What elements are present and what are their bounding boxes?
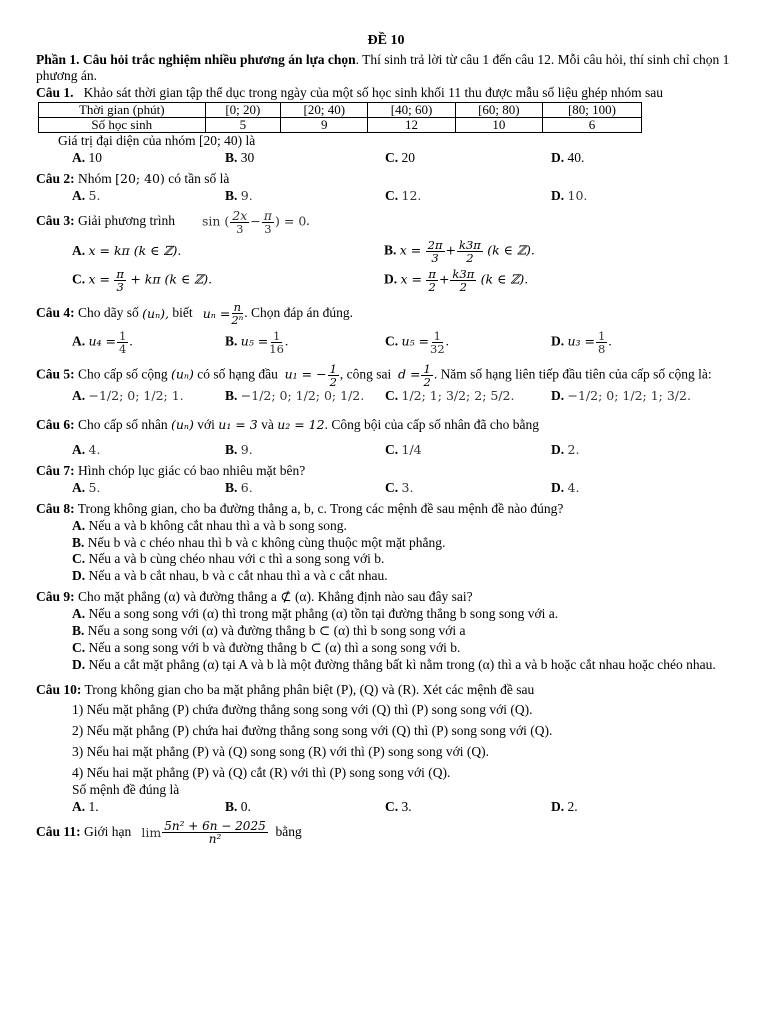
question-8: Câu 8: Trong không gian, cho ba đường thẳng a, b, c. Trong các mệnh đề sau mệnh đề nào đúng? <box>36 500 564 516</box>
q7-options <box>36 480 736 497</box>
table-cell: Số học sinh <box>39 118 206 133</box>
q3-options-row2 <box>36 268 736 293</box>
q1-options <box>36 150 736 167</box>
table-cell: [20; 40) <box>281 103 368 118</box>
q2-interval: [20; 40) <box>115 170 165 186</box>
option-a[interactable]: A. Nếu a và b không cắt nhau thì a và b song song. <box>72 517 347 533</box>
option-d[interactable]: D. 2. <box>551 798 578 814</box>
option-c[interactable]: C. u₅ = $\frac{1}{32}$ . <box>385 329 450 357</box>
q3-options-row1 <box>36 239 736 264</box>
option-a[interactable]: A. 1. <box>72 798 99 814</box>
option-d[interactable]: D. −1/2; 0; 1/2; 1; 3/2. <box>551 388 691 404</box>
table-cell: 9 <box>281 118 368 133</box>
option-c[interactable]: C. Nếu a và b cùng chéo nhau với c thì a song song với b. <box>72 551 385 567</box>
question-3: Câu 3: Giải phương trình sin ( $\frac{2x}{3}$ − $\frac{\pi}{3}$ ) = 0 . <box>36 207 310 236</box>
table-cell: 12 <box>368 118 455 133</box>
table-cell: Thời gian (phút) <box>39 103 206 118</box>
option-b[interactable]: B. x = $\frac{2\pi}{3}$ + $\frac{k3\pi}{2}$ (k ∈ ℤ). <box>384 237 535 265</box>
q10-options <box>36 799 736 816</box>
q1-text: Khảo sát thời gian tập thể dục trong ngày của một số học sinh khối 11 thu được mẫu số liệu ghép nhóm sau <box>83 85 664 101</box>
option-b[interactable]: B. Nếu a song song với (α) và đường thẳng b ⊂ (α) thì b song song với a <box>72 622 466 638</box>
option-a[interactable]: A. u₄ = $\frac{1}{4}$ . <box>72 329 133 357</box>
option-b[interactable]: B. Nếu b và c chéo nhau thì b và c không cùng thuộc một mặt phẳng. <box>72 534 446 550</box>
q2-options <box>36 188 736 205</box>
table-row <box>39 118 642 133</box>
option-b[interactable]: B. u₅ = $\frac{1}{16}$ . <box>225 329 289 357</box>
option-d[interactable]: D. u₃ = $\frac{1}{8}$ . <box>551 329 612 357</box>
option-a[interactable]: A. x = kπ (k ∈ ℤ). <box>72 242 182 258</box>
option-a[interactable]: A. 10 <box>72 150 102 165</box>
table-cell: 10 <box>455 118 542 133</box>
question-9: Câu 9: Cho mặt phẳng (α) và đường thẳng a ⊄ (α). Khẳng định nào sau đây sai? <box>36 589 473 605</box>
option-c[interactable]: C. Nếu a song song với b và đường thẳng b ⊂ (α) thì a song song với b. <box>72 639 461 655</box>
option-b[interactable]: B. 30 <box>225 150 255 165</box>
option-c[interactable]: C. 3. <box>385 798 412 814</box>
question-1 <box>36 85 736 102</box>
option-b[interactable]: B. 6. <box>225 479 253 495</box>
q5-options <box>36 388 736 405</box>
table-row <box>39 103 642 118</box>
q4-options <box>36 330 736 355</box>
exam-title: ĐỀ 10 <box>367 33 405 48</box>
statement-1: 1) Nếu mặt phẳng (P) chứa đường thẳng song song với (Q) thì (P) song song với (Q). <box>72 702 533 718</box>
question-11: Câu 11: Giới hạn lim $\frac{\text{5n² + 6n − 2025}}{\text{n²}}$ bằng <box>36 818 302 847</box>
question-2: Câu 2: Nhóm [20; 40) có tần số là <box>36 170 230 186</box>
option-c[interactable]: C. 20 <box>385 150 415 165</box>
option-d[interactable]: D. x = $\frac{\pi}{2}$ + $\frac{k3\pi}{2}$ (k ∈ ℤ). <box>384 266 529 294</box>
option-d[interactable]: D. 10. <box>551 187 588 203</box>
q10-count: Số mệnh đề đúng là <box>72 781 180 797</box>
table-cell: [80; 100) <box>542 103 641 118</box>
statement-3: 3) Nếu hai mặt phẳng (P) và (Q) song song (R) với thì (P) song song với (Q). <box>72 744 489 760</box>
table-cell: [0; 20) <box>205 103 281 118</box>
q3-equation: sin ( $\frac{2x}{3}$ − $\frac{\pi}{3}$ ) = 0 <box>201 207 307 236</box>
table-cell: [60; 80) <box>455 103 542 118</box>
q1-label: Câu 1. <box>36 85 74 101</box>
option-a[interactable]: A. 5. <box>72 479 101 495</box>
option-c[interactable]: C. 1/2; 1; 3/2; 2; 5/2. <box>385 388 515 404</box>
table-cell: [40; 60) <box>368 103 455 118</box>
option-d[interactable]: D. 40. <box>551 150 585 165</box>
table-cell: 6 <box>542 118 641 133</box>
option-c[interactable]: C. 1/4 <box>385 442 422 458</box>
option-c[interactable]: C. 12. <box>385 187 422 203</box>
question-7: Câu 7: Hình chóp lục giác có bao nhiêu mặt bên? <box>36 463 306 479</box>
q1-frequency-table <box>38 102 642 133</box>
part1-heading: Phần 1. Câu hỏi trắc nghiệm nhiều phương án lựa chọn <box>36 51 356 67</box>
option-d[interactable]: D. Nếu a và b cắt nhau, b và c cắt nhau thì a và c cắt nhau. <box>72 568 388 584</box>
option-b[interactable]: B. −1/2; 0; 1/2; 0; 1/2. <box>225 388 365 404</box>
option-b[interactable]: B. 9. <box>225 442 253 458</box>
question-5: Câu 5: Cho cấp số cộng (uₙ) có số hạng đầu u₁ = − $\frac{1}{2}$ , công sai d = $\frac{1}{2}$ . Năm số hạng liên tiếp đầu tiên của cấp số cộng là: <box>36 362 712 390</box>
table-cell: 5 <box>205 118 281 133</box>
q6-options <box>36 442 736 459</box>
statement-2: 2) Nếu mặt phẳng (P) chứa hai đường thẳng song song với (Q) thì (P) song song với (Q). <box>72 723 553 739</box>
option-a[interactable]: A. Nếu a song song với (α) thì trong mặt phẳng (α) tồn tại đường thẳng b song song với a. <box>72 606 559 622</box>
option-a[interactable]: A. 4. <box>72 442 101 458</box>
part1-instructions: . Thí sinh trả lời từ câu 1 đến câu 12. Mỗi câu hỏi, thí sinh chỉ chọn 1 phương án. <box>36 51 730 84</box>
option-d[interactable]: D. 2. <box>551 442 580 458</box>
part1-header <box>36 52 736 86</box>
option-c[interactable]: C. 3. <box>385 479 414 495</box>
exam-page <box>36 32 736 846</box>
statement-4: 4) Nếu hai mặt phẳng (P) và (Q) cắt (R) với thì (P) song song với (Q). <box>72 765 451 781</box>
option-c[interactable]: C. x = $\frac{\pi}{3}$ + kπ (k ∈ ℤ). <box>72 266 213 294</box>
question-4: Câu 4: Cho dãy số (uₙ), biết uₙ = $\frac{n}{\text{2ⁿ}}$ . Chọn đáp án đúng. <box>36 300 354 328</box>
option-b[interactable]: B. 0. <box>225 798 251 814</box>
option-b[interactable]: B. 9. <box>225 187 253 203</box>
option-d[interactable]: D. 4. <box>551 479 580 495</box>
option-a[interactable]: A. 5. <box>72 187 101 203</box>
option-d[interactable]: D. Nếu a cắt mặt phẳng (α) tại A và b là một đường thẳng bất kì nằm trong (α) thì a và b hoặc cắt nhau hoặc chéo nhau. <box>72 656 716 672</box>
question-10: Câu 10: Trong không gian cho ba mặt phẳng phân biệt (P), (Q) và (R). Xét các mệnh đề sau <box>36 681 535 697</box>
question-6: Câu 6: Cho cấp số nhân (uₙ) với u₁ = 3 và u₂ = 12. Công bội của cấp số nhân đã cho bằng <box>36 417 540 433</box>
option-a[interactable]: A. −1/2; 0; 1/2; 1. <box>72 388 184 404</box>
q1-question: Giá trị đại diện của nhóm [20; 40) là <box>58 133 256 149</box>
